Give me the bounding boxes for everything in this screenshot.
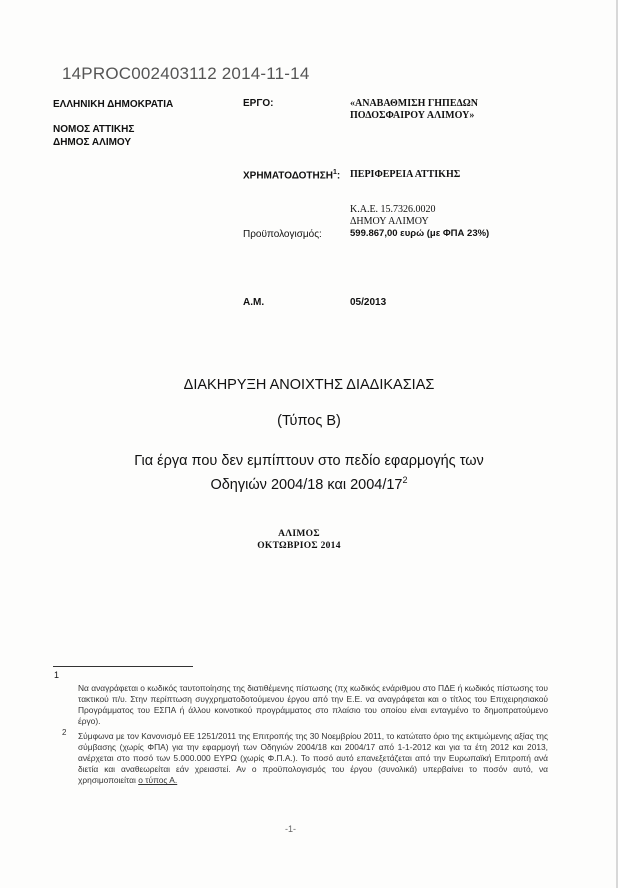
document-id-stamp: 14PROC002403112 2014-11-14 [62,64,310,83]
type-a-reference: ο τύπος Α. [138,775,178,785]
kae-code [350,204,436,228]
footnote-1-mark: 1 [54,670,60,680]
footnote-2: Σύμφωνα με τον Κανονισμό ΕΕ 1251/2011 της Επιτροπής της 30 Νοεμβρίου 2011, το κατώτατο όριο της εκτιμώμενης αξίας της σύμβασης (χωρίς ΦΠΑ) για την εφαρμογή των Οδηγιών 2004/18 και 2004/17 από 1-1-2012 και για τα έτη 2012 και 2013, ανέρχεται στο ποσό των 5.000.000 ΕΥΡΩ (χωρίς Φ.Π.Α.). Το ποσό αυτό επανεξετάζεται από την Ευρωπαϊκή Επιτροπή ανά διετία και αναθεωρείται εάν χρειαστεί. Αν ο προϋπολογισμός του έργου (συνολικά) υπερβαίνει το ποσόν αυτό, να χρησιμοποιείται ο τύπος Α. [78,731,548,785]
funding-label: ΧΡΗΜΑΤΟΔΟΤΗΣΗ$^1$: [243,169,341,182]
am-value: 05/2013 [350,297,387,308]
ergo-value [350,98,478,122]
issuer-country: ΕΛΛΗΝΙΚΗ ΔΗΜΟΚΡΑΤΙΑ [53,99,174,110]
footnote-1: Να αναγράφεται ο κωδικός ταυτοποίησης της διατιθέμενης πίστωσης (πχ κωδικός ενάριθμου στο ΠΔΕ ή κωδικός πίστωσης του τακτικού π/υ. Στην περίπτωση συγχρηματοδοτούμενου έργου από την Ε.Ε. να αναγράφεται και ο τίτλος του Επιχειρησιακού Προγράμματος του ΕΣΠΑ ή άλλου κοινοτικού προγράμματος στο πλαίσιο του οποίου είναι ενταγμένο το δημοπρατούμενο έργο). [78,683,548,726]
funding-value: ΠΕΡΙΦΕΡΕΙΑ ΑΤΤΙΚΗΣ [350,169,461,180]
ergo-value-line1: «ΑΝΑΒΑΘΜΙΣΗ ΓΗΠΕΔΩΝ [350,98,478,109]
kae-line2: ΔΗΜΟΥ ΑΛΙΜΟΥ [350,216,429,227]
ergo-value-line2: ΠΟΔΟΣΦΑΙΡΟΥ ΑΛΙΜΟΥ» [350,110,475,121]
issuer-municipality: ΔΗΜΟΣ ΑΛΙΜΟΥ [53,137,132,148]
issuer-header [53,98,173,149]
document-type: (Τύπος Β) [277,413,341,429]
subtitle-line2: Οδηγιών 2004/18 και $2004/17^2$ [210,475,408,493]
page-number: -1- [285,824,296,834]
subtitle-line1: Για έργα που δεν εμπίπτουν στο πεδίο εφαρμογής των [134,453,484,469]
footnote-2-mark: 2 [62,728,67,737]
place-date-text: ΟΚΤΩΒΡΙΟΣ 2014 [257,541,341,551]
ergo-label: ΕΡΓΟ: [243,98,274,109]
place-date [0,528,598,552]
budget-label: Προϋπολογισμός: [243,229,322,240]
am-label: Α.Μ. [243,297,265,308]
footnote-divider [53,666,193,667]
document-subtitle [0,452,618,495]
issuer-prefecture: ΝΟΜΟΣ ΑΤΤΙΚΗΣ [53,124,135,135]
budget-value: 599.867,00 ευρώ (με ΦΠΑ 23%) [350,228,490,239]
place-city: ΑΛΙΜΟΣ [278,529,320,539]
kae-line1: Κ.Α.Ε. 15.7326.0020 [350,204,436,215]
document-title: ΔΙΑΚΗΡΥΞΗ ΑΝΟΙΧΤΗΣ ΔΙΑΔΙΚΑΣΙΑΣ [183,377,435,393]
